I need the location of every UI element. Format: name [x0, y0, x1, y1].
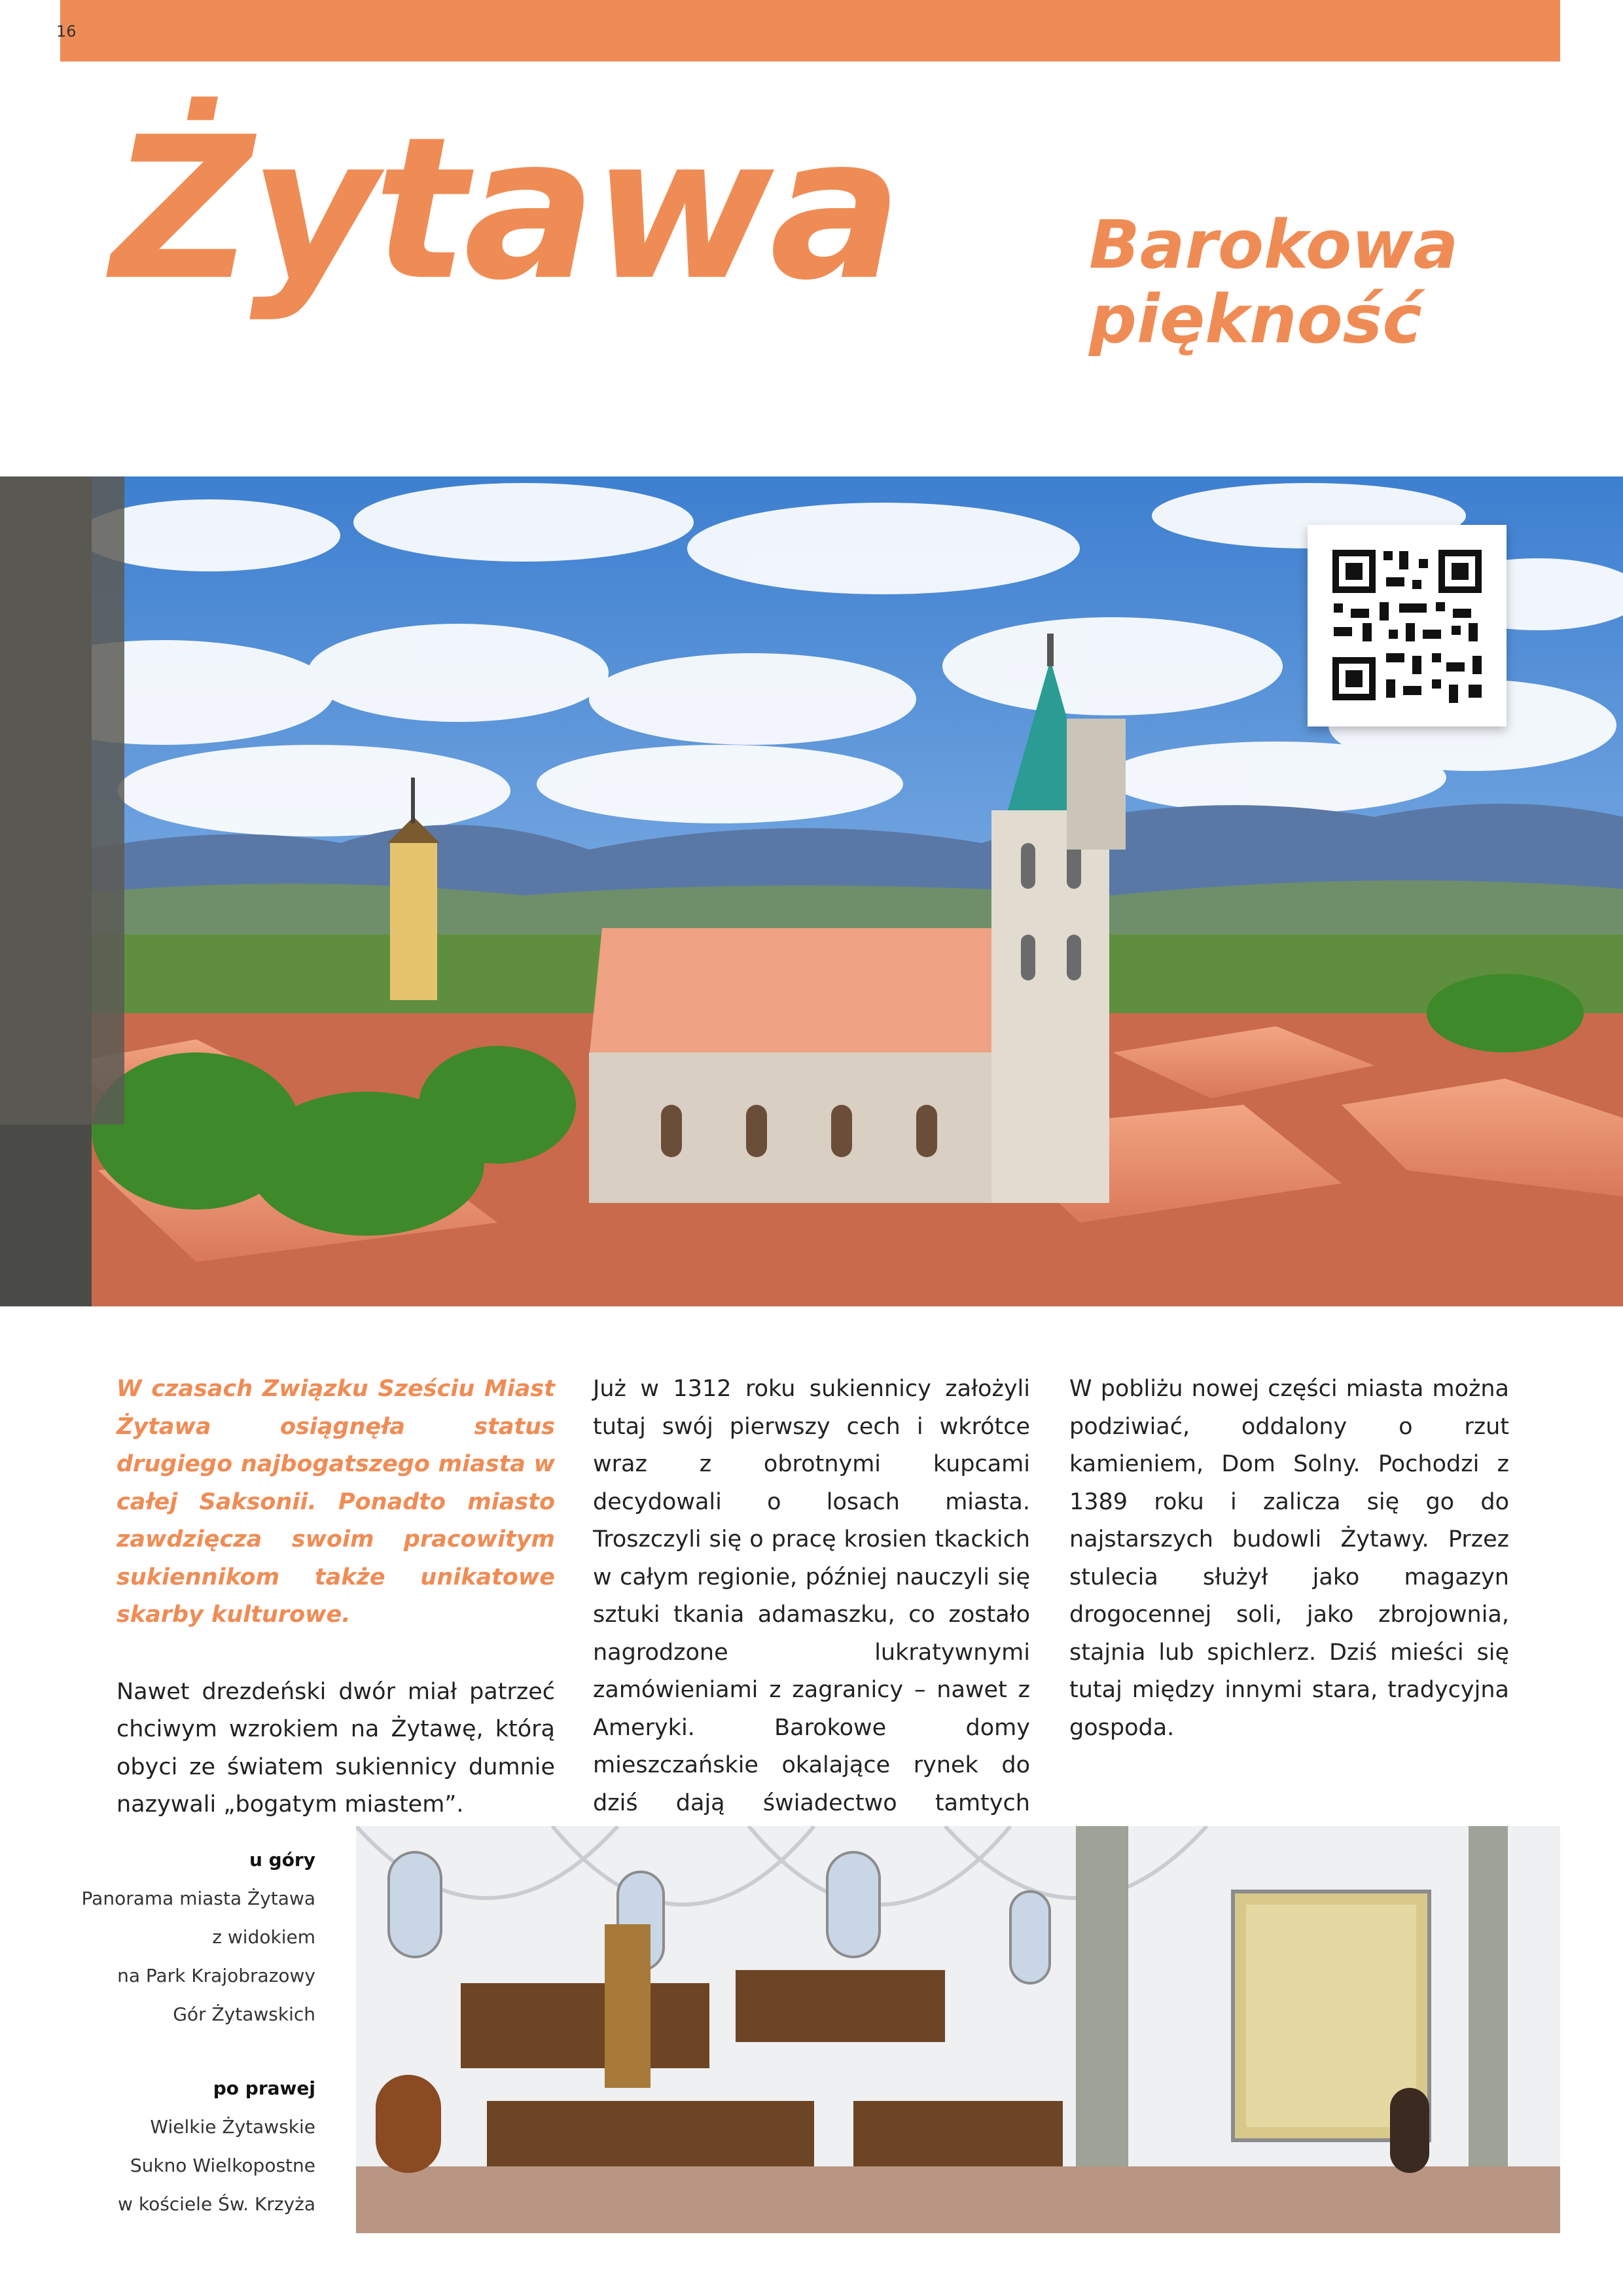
- caption-right-line: w kościele Św. Krzyża: [118, 2193, 315, 2215]
- column-1-body: Nawet drezdeński dwór miał patrzeć chciwym wzrokiem na Żytawę, którą obyci ze światem sukiennicy dumnie nazywali „bogatym miastem”.: [116, 1678, 555, 1818]
- text-column-3: [1069, 1371, 1509, 1747]
- caption-right-line: Wielkie Żytawskie: [150, 2116, 315, 2138]
- caption-right-title: po prawej: [213, 2077, 315, 2099]
- column-2-body: Już w 1312 roku sukiennicy założyli tutaj swój pierwszy cech i wkrótce wraz z obrotnymi kupcami decydowali o losach miasta. Troszczyli się o pracę krosien tkackich w całym regionie, później nauczyli się sztuki tkania adamaszku, co zostało nagrodzone lukratywnymi zamówieniami z zagranicy – nawet z Ameryki. Barokowe domy mieszczańskie okalające rynek do dziś dają świadectwo tamtych: [593, 1376, 1030, 1816]
- caption-top-line: Panorama miasta Żytawa: [81, 1888, 315, 1909]
- page-title: Żytawa: [111, 95, 899, 323]
- caption-top-title: u góry: [249, 1849, 315, 1871]
- qr-code-icon: [1308, 525, 1507, 726]
- photo-captions: [60, 1840, 315, 2223]
- text-column-1: [116, 1371, 555, 1824]
- caption-top-line: na Park Krajobrazowy: [117, 1965, 315, 1986]
- page-subtitle: [1089, 208, 1458, 357]
- caption-top-line: z widokiem: [212, 1926, 315, 1948]
- qr-code-box[interactable]: [1308, 525, 1507, 726]
- lead-paragraph: W czasach Związku Sześciu Miast Żytawa osiągnęła status drugiego najbogatszego miasta w całej Saksonii. Ponadto miasto zawdzięcza swoim pracowitym sukiennikom także unikatowe skarby kulturowe.: [116, 1376, 555, 1628]
- top-color-bar: [60, 0, 1560, 62]
- subtitle-line-2: piękność: [1089, 281, 1422, 359]
- page-number: 16: [56, 22, 77, 41]
- subtitle-line-1: Barokowa: [1089, 206, 1459, 284]
- caption-top-line: Gór Żytawskich: [173, 2003, 315, 2025]
- text-column-2: [593, 1371, 1030, 1860]
- church-interior-photo: [356, 1826, 1560, 2233]
- caption-right-line: Sukno Wielkopostne: [130, 2155, 315, 2176]
- column-3-body: W pobliżu nowej części miasta można podziwiać, oddalony o rzut kamieniem, Dom Solny. Pochodzi z 1389 roku i zalicza się go do najstarszych budowli Żytawy. Przez stulecia służył jako magazyn drogocennej soli, jako zbrojownia, stajnia lub spichlerz. Dziś mieści się tutaj między innymi stara, tradycyjna gospoda.: [1069, 1376, 1509, 1741]
